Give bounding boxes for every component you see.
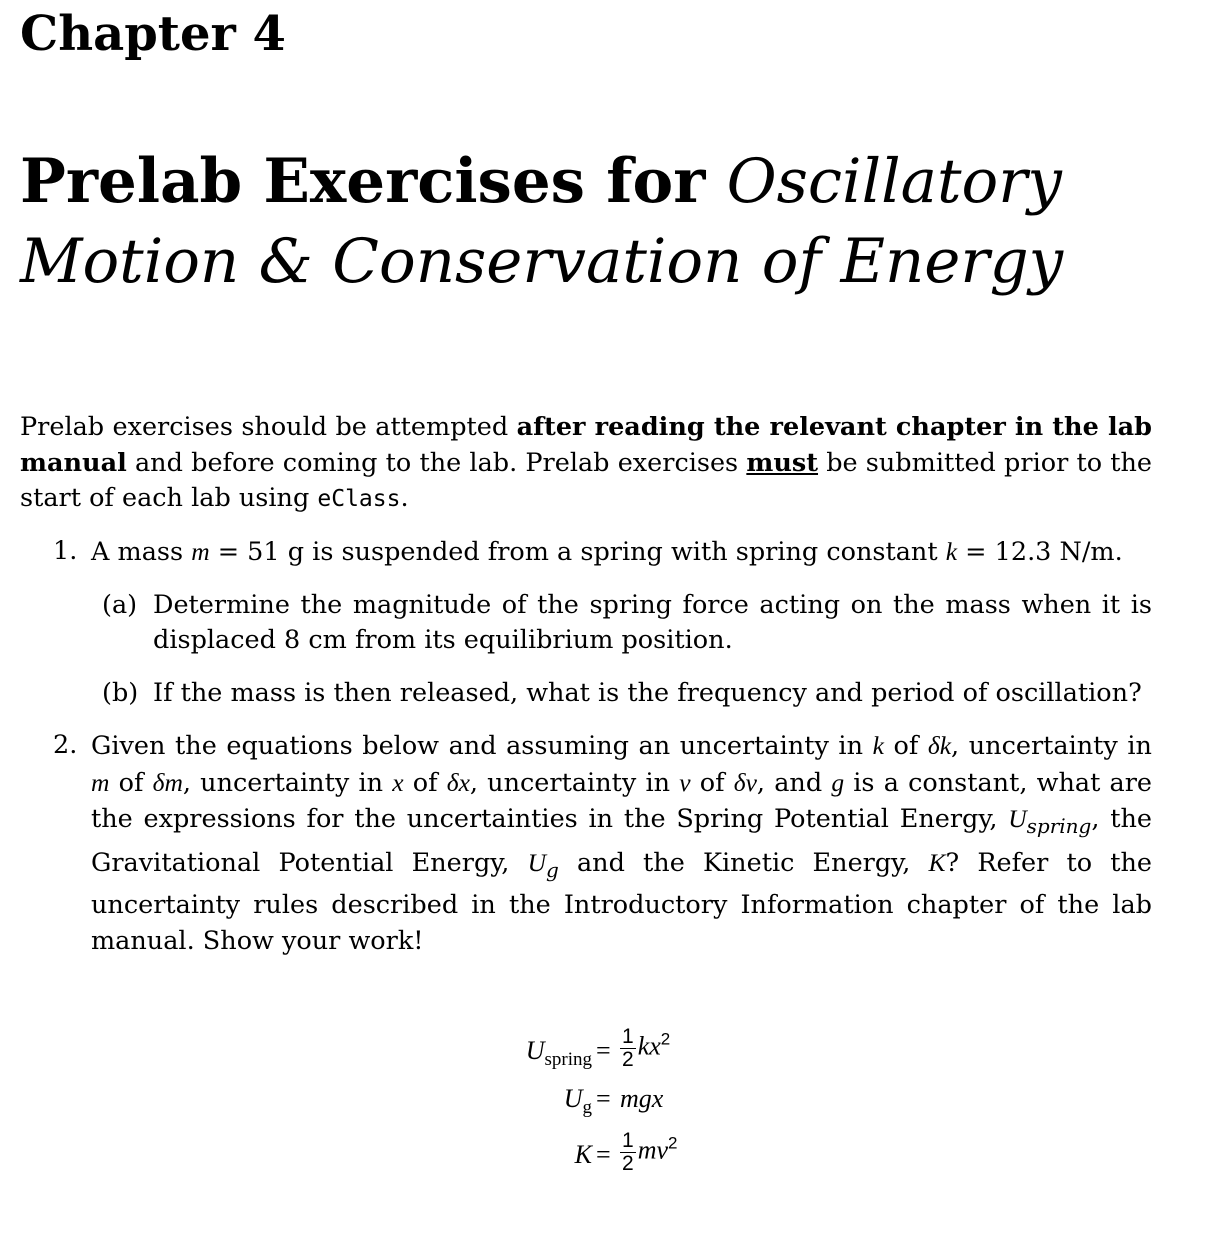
q1-text-c: = 12.3 N/m. [957, 537, 1123, 567]
chapter-label: Chapter 4 [20, 6, 286, 62]
q2-dm: δm [152, 767, 183, 797]
q2-dx: δx [446, 767, 470, 797]
title-bold-part: Prelab Exercises for [20, 146, 706, 217]
eq1-rhs-term: kx [637, 1031, 661, 1061]
q2-U: U [1008, 804, 1027, 833]
question-1b-label: (b) [102, 677, 139, 708]
q2-t6: of [403, 767, 447, 798]
q2-t8: of [690, 767, 734, 798]
q2-t5: , uncertainty in [182, 767, 393, 798]
q2-t12: and the Kinetic Energy, [558, 847, 929, 878]
q2-m: m [91, 767, 110, 797]
title-italic-part-1: Oscillatory [726, 146, 1062, 217]
q2-v: v [679, 767, 691, 797]
q2-Ug-U: U [527, 847, 546, 877]
q2-t1: Given the equations below and assuming an uncertainty in [91, 731, 873, 761]
eq1-rhs [620, 1026, 670, 1071]
eq3-lhs: K [574, 1140, 592, 1169]
q2-t10: is a constant, what are the expressions for the uncertainties in the Spring Potential Energy, [91, 767, 1153, 834]
intro-bold-text: after reading the relevant chapter in the lab manual [20, 412, 1152, 478]
question-2-number: 2. [53, 730, 78, 760]
equation-block [480, 1012, 740, 1202]
eq3-fraction [620, 1130, 636, 1175]
question-1a [20, 588, 1152, 659]
eq1-exponent: 2 [660, 1029, 671, 1049]
question-1b-text: If the mass is then released, what is the frequency and period of oscillation? [153, 677, 1142, 708]
q2-t11: , the Gravitational Potential Energy, [91, 804, 1152, 878]
equation-spring-energy [480, 1026, 740, 1076]
eq3-rhs [620, 1130, 677, 1175]
eq1-symbol: U [525, 1036, 545, 1065]
eq2-lhs [564, 1084, 592, 1119]
q1-var-m: m [191, 537, 210, 566]
eq3-exponent: 2 [668, 1133, 678, 1153]
question-1a-text: Determine the magnitude of the spring force acting on the mass when it is displaced 8 cm from its equilibrium position. [153, 589, 1152, 655]
q1-var-k: k [945, 537, 958, 566]
q1-text-a: A mass [91, 537, 192, 567]
q2-t7: , uncertainty in [469, 767, 680, 798]
intro-paragraph [20, 410, 1152, 518]
question-1 [20, 534, 1152, 571]
intro-must: must [746, 447, 819, 478]
q2-spring-subscript: spring [1026, 814, 1092, 838]
eq1-subscript: spring [544, 1049, 592, 1070]
equation-gravitational-energy [480, 1084, 740, 1134]
equation-kinetic-energy [480, 1130, 740, 1180]
q2-dk: δk [927, 731, 952, 760]
q2-Ug-subscript: g [545, 857, 559, 882]
intro-text-3: be submitted prior to the start of each lab using [20, 447, 1153, 513]
page-title [20, 142, 1180, 302]
eq2-equals: = [596, 1084, 611, 1113]
q2-t3: , uncertainty in [951, 731, 1152, 761]
q2-t9: , and [756, 767, 832, 798]
eq2-rhs: mgx [620, 1084, 664, 1113]
q2-t4: of [109, 767, 153, 798]
eq3-numerator: 1 [622, 1129, 634, 1152]
q1-text-b: = 51 g is suspended from a spring with spring constant [209, 537, 946, 567]
eclass-link-text: eClass [317, 486, 401, 512]
intro-text-2: and before coming to the lab. Prelab exercises [126, 447, 747, 478]
q2-g: g [831, 767, 845, 797]
eq3-denominator: 2 [622, 1152, 634, 1175]
eq1-numerator: 1 [622, 1025, 634, 1048]
eq2-subscript: g [582, 1097, 592, 1118]
q2-K: K [928, 847, 946, 877]
eq1-lhs [526, 1036, 592, 1071]
intro-text-1: Prelab exercises should be attempted [20, 412, 517, 442]
q2-t2: of [883, 731, 928, 761]
q2-t13: ? Refer to the uncertainty rules described in the Introductory Information chapter of the lab manual. Show your work! [91, 847, 1152, 956]
eq3-rhs-term: mv [637, 1135, 669, 1165]
eq1-denominator: 2 [622, 1048, 634, 1071]
eq1-equals: = [596, 1036, 611, 1065]
title-italic-part-2: Motion & Conservation of Energy [20, 226, 1064, 297]
question-1a-label: (a) [102, 589, 138, 620]
question-1b [20, 676, 1152, 712]
q2-x: x [392, 767, 404, 797]
q2-k: k [872, 731, 884, 760]
eq1-fraction [620, 1026, 636, 1071]
question-list [20, 534, 1152, 959]
eq3-equals: = [596, 1140, 611, 1169]
eq2-symbol: U [563, 1084, 583, 1113]
q2-dv: δv [733, 767, 757, 797]
question-2 [20, 728, 1152, 959]
question-1-number: 1. [53, 536, 78, 566]
intro-text-4: . [400, 483, 409, 513]
